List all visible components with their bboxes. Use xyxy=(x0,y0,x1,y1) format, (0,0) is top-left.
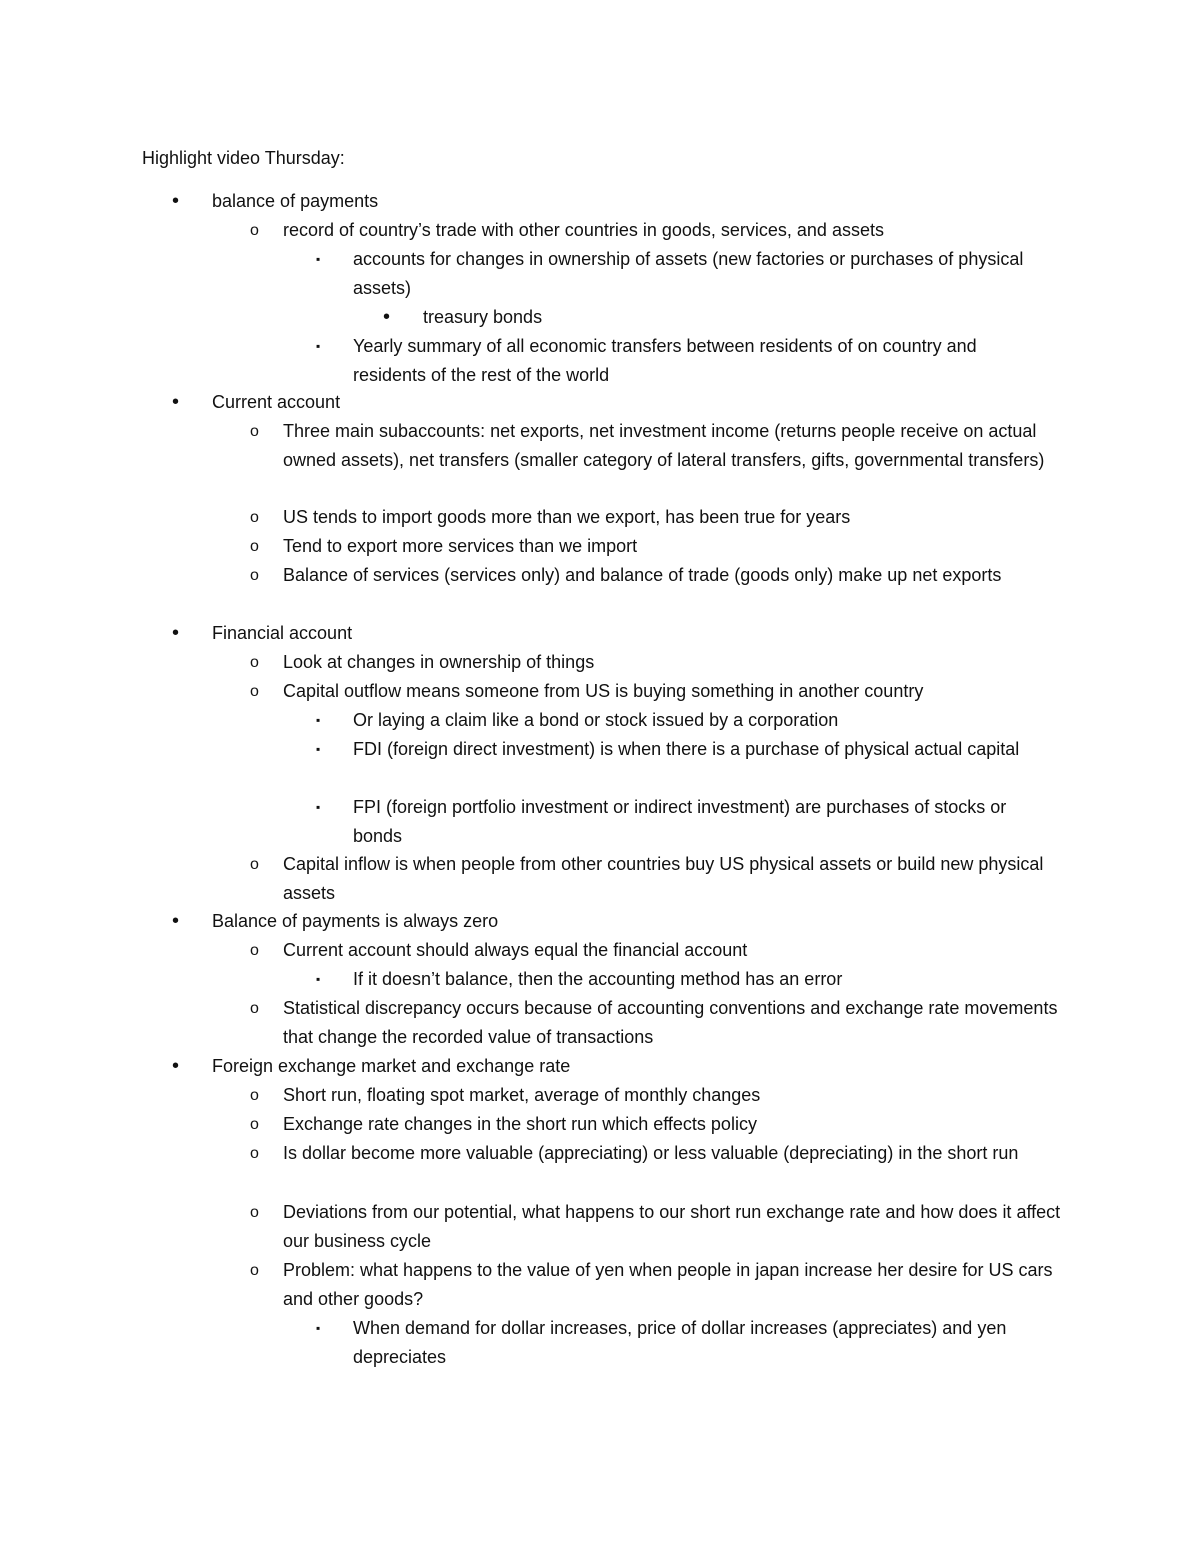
circle-marker: o xyxy=(250,1087,259,1104)
list-item xyxy=(250,1139,1073,1168)
list-item-text: Yearly summary of all economic transfers between residents of on country and residents of the rest of the world xyxy=(353,336,977,385)
list-item-text: Current account xyxy=(212,392,341,412)
circle-marker: o xyxy=(250,509,259,526)
circle-marker: o xyxy=(250,222,259,239)
circle-marker: o xyxy=(250,856,259,873)
list-item xyxy=(172,907,1072,936)
circle-marker: o xyxy=(250,1262,259,1279)
bullet-marker: • xyxy=(383,306,391,328)
list-item xyxy=(250,677,1073,706)
list-item-text: Tend to export more services than we import xyxy=(283,536,638,556)
list-item xyxy=(250,1198,1073,1256)
circle-marker: o xyxy=(250,538,259,555)
list-item xyxy=(316,793,1053,851)
list-item-text: Is dollar become more valuable (appreciating) or less valuable (depreciating) in the short run xyxy=(283,1143,1019,1163)
list-item xyxy=(250,994,1073,1052)
list-item-text: Look at changes in ownership of things xyxy=(283,652,595,672)
list-item-text: balance of payments xyxy=(212,191,379,211)
list-item-text: Foreign exchange market and exchange rate xyxy=(212,1056,571,1076)
bullet-marker: • xyxy=(172,622,180,644)
list-item xyxy=(250,1081,1073,1110)
circle-marker: o xyxy=(250,423,259,440)
square-marker: ▪ xyxy=(316,1321,321,1335)
list-item-text: FPI (foreign portfolio investment or indirect investment) are purchases of stocks or bonds xyxy=(353,797,1007,846)
page-title: Highlight video Thursday: xyxy=(142,148,345,168)
list-item-text: If it doesn’t balance, then the accounting method has an error xyxy=(353,969,843,989)
list-item-text: accounts for changes in ownership of assets (new factories or purchases of physical assets) xyxy=(353,249,1024,298)
bullet-marker: • xyxy=(172,910,180,932)
square-marker: ▪ xyxy=(316,972,321,986)
bullet-marker: • xyxy=(172,190,180,212)
bullet-marker: • xyxy=(172,1055,180,1077)
list-item-text: Balance of payments is always zero xyxy=(212,911,499,931)
circle-marker: o xyxy=(250,1204,259,1221)
square-marker: ▪ xyxy=(316,742,321,756)
list-item xyxy=(250,936,1073,965)
list-item xyxy=(250,216,1073,245)
list-item xyxy=(172,1052,1072,1081)
list-item xyxy=(250,1256,1073,1314)
list-item-text: Financial account xyxy=(212,623,353,643)
list-item xyxy=(383,303,1053,332)
list-item-text: US tends to import goods more than we export, has been true for years xyxy=(283,507,851,527)
list-item-text: treasury bonds xyxy=(423,307,543,327)
list-item xyxy=(316,332,1053,390)
list-item xyxy=(316,245,1053,303)
list-item-text: Short run, floating spot market, average of monthly changes xyxy=(283,1085,761,1105)
list-item-text: Balance of services (services only) and balance of trade (goods only) make up net exports xyxy=(283,565,1002,585)
square-marker: ▪ xyxy=(316,252,321,266)
circle-marker: o xyxy=(250,1145,259,1162)
circle-marker: o xyxy=(250,942,259,959)
square-marker: ▪ xyxy=(316,800,321,814)
list-item-text: Current account should always equal the financial account xyxy=(283,940,748,960)
square-marker: ▪ xyxy=(316,339,321,353)
list-item xyxy=(172,619,1072,648)
list-item xyxy=(250,503,1073,532)
list-item-text: Deviations from our potential, what happens to our short run exchange rate and how does it affect our business cycle xyxy=(283,1202,1061,1251)
square-marker: ▪ xyxy=(316,713,321,727)
circle-marker: o xyxy=(250,654,259,671)
list-item xyxy=(316,706,1053,735)
list-item xyxy=(316,735,1053,764)
list-item xyxy=(250,532,1073,561)
list-item-text: FDI (foreign direct investment) is when there is a purchase of physical actual capital xyxy=(353,739,1020,759)
list-item xyxy=(172,187,1072,216)
list-item xyxy=(250,417,1073,475)
bullet-marker: • xyxy=(172,391,180,413)
list-item-text: Exchange rate changes in the short run which effects policy xyxy=(283,1114,757,1134)
list-item-text: Problem: what happens to the value of yen when people in japan increase her desire for US cars and other goods? xyxy=(283,1260,1053,1309)
list-item xyxy=(250,1110,1073,1139)
circle-marker: o xyxy=(250,1116,259,1133)
list-item xyxy=(316,1314,1053,1372)
list-item-text: When demand for dollar increases, price of dollar increases (appreciates) and yen depreciates xyxy=(353,1318,1007,1367)
list-item xyxy=(250,648,1073,677)
list-item-text: Capital inflow is when people from other countries buy US physical assets or build new physical assets xyxy=(283,854,1044,903)
list-item-text: Or laying a claim like a bond or stock issued by a corporation xyxy=(353,710,839,730)
circle-marker: o xyxy=(250,567,259,584)
circle-marker: o xyxy=(250,683,259,700)
list-item xyxy=(172,388,1072,417)
list-item xyxy=(316,965,1053,994)
list-item xyxy=(250,561,1073,590)
list-item-text: record of country’s trade with other countries in goods, services, and assets xyxy=(283,220,884,240)
list-item xyxy=(250,850,1073,908)
list-item-text: Three main subaccounts: net exports, net investment income (returns people receive on actual owned assets), net transfers (smaller category of lateral transfers, gifts, governmental transfers) xyxy=(283,421,1045,470)
list-item-text: Capital outflow means someone from US is buying something in another country xyxy=(283,681,924,701)
list-item-text: Statistical discrepancy occurs because of accounting conventions and exchange rate movements that change the recorded value of transactions xyxy=(283,998,1058,1047)
circle-marker: o xyxy=(250,1000,259,1017)
